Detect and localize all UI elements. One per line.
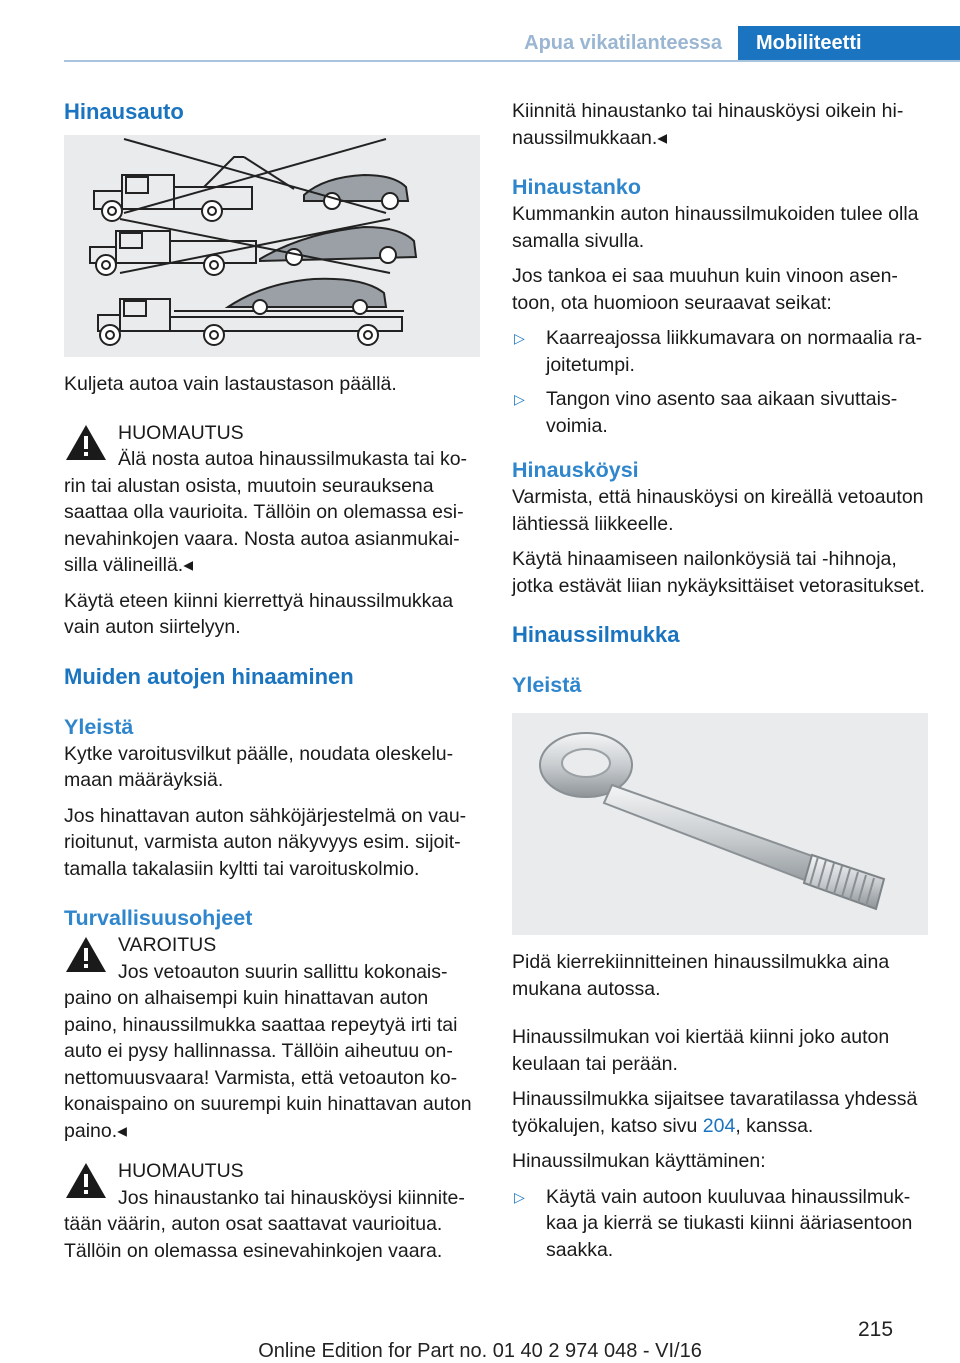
triangle-bullet-icon: ▷	[514, 391, 525, 407]
tow-truck-illustration	[64, 135, 480, 357]
towing-eye-illustration	[512, 713, 928, 935]
towing-eye-icon	[512, 713, 928, 935]
paragraph: Jos hinattavan auton sähköjärjestelmä on vaurioitunut, varmista auton näkyvyys esim. sijoittamalla takalasiin kyltti tai varoituskolmio.	[64, 804, 467, 880]
paragraph: Kuljeta autoa vain lastaustason päällä.	[64, 373, 397, 395]
right-column	[512, 98, 928, 1271]
tow-truck-icon	[64, 135, 480, 357]
heading-muiden-autojen: Muiden autojen hinaaminen	[64, 663, 354, 689]
warning-heading: VAROITUS	[118, 934, 217, 956]
paragraph: Kytke varoitusvilkut päälle, noudata oleskelumaan määräyksiä.	[64, 742, 454, 791]
warning-triangle-icon	[64, 934, 108, 974]
warning-triangle-icon	[64, 1160, 108, 1200]
triangle-bullet-icon: ▷	[514, 1188, 525, 1205]
left-column	[64, 98, 480, 1264]
heading-hinausauto: Hinausauto	[64, 99, 184, 124]
warning-block	[64, 932, 480, 1144]
subheading-hinaustanko: Hinaustanko	[512, 175, 642, 199]
bullet-list	[512, 325, 928, 439]
section-tab[interactable]: Apua vikatilanteessa	[524, 32, 722, 54]
page-link[interactable]: 204	[702, 1114, 736, 1137]
note-block	[64, 1158, 480, 1264]
paragraph: Hinaussilmukan voi kiertää kiinni joko auton keulaan tai perään.	[512, 1026, 890, 1075]
note-heading: HUOMAUTUS	[118, 1160, 244, 1182]
chapter-tab[interactable]: Mobiliteetti	[738, 26, 960, 62]
note-text: Jos hinaustanko tai hinausköysi kiinnitetään väärin, auton osat saattavat vaurioitua. Tällöin on olemassa esinevahinkojen vaara.	[64, 1186, 465, 1262]
header-rule	[64, 60, 960, 62]
edition-footer: Online Edition for Part no. 01 40 2 974 048 - VI/16	[258, 1340, 702, 1362]
note-text: Älä nosta autoa hinaussilmukasta tai korin tai alustan osista, muutoin seurauksena saattaa olla vaurioita. Tällöin on olemassa esinevahinkojen vaara. Nosta autoa asianmukaisilla välineillä.◂	[64, 448, 468, 576]
paragraph: Kiinnitä hinaustanko tai hinausköysi oikein hinaussilmukkaan.◂	[512, 100, 904, 149]
paragraph: Varmista, että hinausköysi on kireällä vetoauton lähtiessä liikkeelle.	[512, 486, 924, 535]
paragraph: Käytä hinaamiseen nailonköysiä tai -hihnoja, jotka estävät liian nykäyksittäiset vetorasitukset.	[512, 548, 925, 597]
warning-triangle-icon	[64, 422, 108, 462]
subheading-yleista: Yleistä	[64, 714, 134, 739]
list-item: ▷ Kaarreajossa liikkumavara on normaalia rajoitetumpi.	[514, 327, 923, 376]
page-number: 215	[858, 1318, 894, 1341]
paragraph: Jos tankoa ei saa muuhun kuin vinoon asentoon, ota huomioon seuraavat seikat:	[512, 265, 898, 314]
note-block	[64, 420, 480, 579]
paragraph: Käytä eteen kiinni kierrettyä hinaussilmukkaa vain auton siirtelyyn.	[64, 589, 454, 638]
bullet-list	[512, 1184, 928, 1264]
paragraph: Hinaussilmukka sijaitsee tavaratilassa yhdessä työkalujen, katso sivu 204, kanssa.	[512, 1088, 918, 1137]
paragraph: Pidä kierrekiinnitteinen hinaussilmukka aina mukana autossa.	[512, 951, 890, 1000]
note-heading: HUOMAUTUS	[118, 421, 244, 444]
list-item: ▷ Käytä vain autoon kuuluvaa hinaussilmukkaa ja kierrä se tiukasti kiinni ääriasentoon saakka.	[514, 1185, 913, 1261]
paragraph: Kummankin auton hinaussilmukoiden tulee olla samalla sivulla.	[512, 203, 919, 252]
list-item: ▷ Tangon vino asento saa aikaan sivuttaisvoimia.	[514, 388, 898, 437]
paragraph: Hinaussilmukan käyttäminen:	[512, 1150, 766, 1172]
subheading-yleista: Yleistä	[512, 673, 582, 697]
subheading-hinauskoysi: Hinausköysi	[512, 458, 639, 482]
subheading-turvallisuusohjeet: Turvallisuusohjeet	[64, 906, 253, 930]
warning-text: Jos vetoauton suurin sallittu kokonaispaino on alhaisempi kuin hinattavan auton paino, hinaussilmukka saattaa repeytyä irti tai auto ei pysy hallinnassa. Tällöin aiheutuu onnettomuusvaara! Varmista, että vetoauton kokonaispaino on suurempi kuin hinattavan auton paino.◂	[64, 960, 472, 1142]
heading-hinaussilmukka: Hinaussilmukka	[512, 622, 680, 647]
page-header	[0, 0, 960, 62]
triangle-bullet-icon: ▷	[514, 330, 525, 346]
